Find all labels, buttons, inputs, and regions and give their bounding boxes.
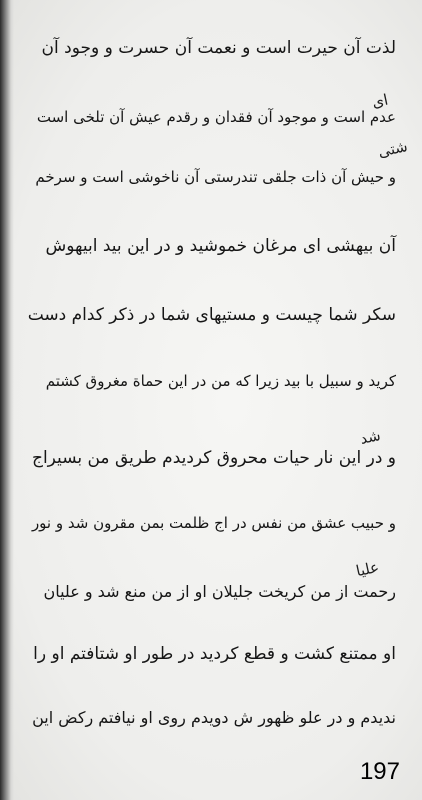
interlinear-note-4: علیا — [354, 557, 381, 581]
text-line-6: کرید و سبیل با بید زیرا که من در این حماة مغروق کشتم — [45, 372, 396, 390]
text-line-4: آن بیهشی ای مرغان خموشید و در این بید ابیهوش — [45, 236, 396, 256]
text-line-7: و در این نار حیات محروق کردیدم طریق من بسیراج — [31, 448, 396, 468]
interlinear-note-2: شتی — [376, 137, 410, 161]
text-line-8: و حبیب عشق من نفس در اج ظلمت بمن مقرون شد و نور — [31, 514, 396, 532]
text-line-5: سکر شما چیست و مستیهای شما در ذکر کدام دست — [27, 305, 396, 325]
page-number: 197 — [359, 758, 400, 785]
text-line-3: و حیش آن ذات جلقی تندرستی آن ناخوشی است و سرخم — [35, 168, 396, 186]
text-line-10: او ممتنع کشت و قطع کردید در طور او شتافتم او را — [33, 644, 396, 664]
text-line-2: عدم است و موجود آن فقدان و رقدم عیش آن تلخی است — [36, 108, 396, 126]
binding-shadow — [0, 0, 14, 800]
text-line-1: لذت آن حیرت است و نعمت آن حسرت و وجود آن — [41, 38, 396, 58]
interlinear-note-1: ای — [370, 90, 390, 112]
text-line-11: ندیدم و در علو ظهور ش دویدم روی او نیافتم رکض این — [32, 708, 396, 727]
manuscript-text-block — [18, 0, 410, 800]
text-line-9: رحمت از من کریخت جلیلان او از من منع شد و علیان — [43, 582, 396, 601]
interlinear-note-3: شد — [358, 426, 383, 448]
